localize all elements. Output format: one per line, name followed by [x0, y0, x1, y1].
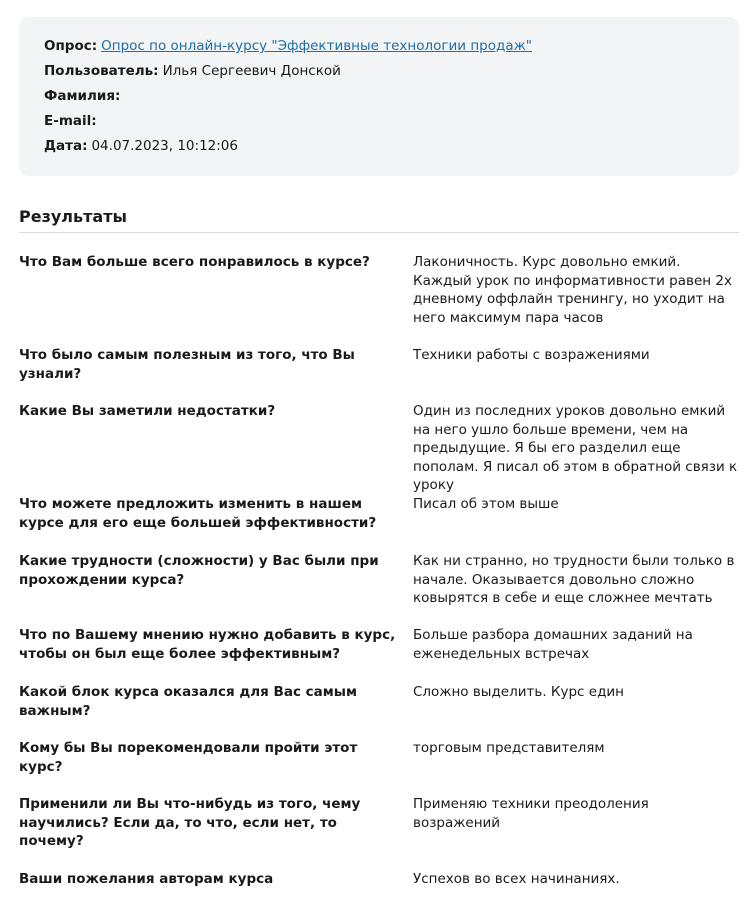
surname-row: [44, 87, 714, 112]
qa-answer: Писал об этом выше: [413, 496, 559, 512]
qa-question: Применили ли Вы что-нибудь из того, чему научились? Если да, то что, если нет, то почему?: [19, 796, 361, 849]
survey-info-card: [19, 17, 739, 176]
user-row: [44, 62, 714, 87]
qa-answer: Больше разбора домашних заданий на еженедельных встречах: [413, 627, 693, 662]
qa-answer: Один из последних уроков довольно емкий на него ушло больше времени, чем на предыдущие. Я бы его разделил еще пополам. Я писал об этом в обратной связи к уроку: [413, 403, 738, 493]
qa-row: [19, 346, 739, 383]
results-heading: Результаты: [19, 207, 739, 233]
qa-question: Что было самым полезным из того, что Вы узнали?: [19, 347, 355, 382]
qa-row: [19, 495, 739, 532]
date-value: 04.07.2023, 10:12:06: [91, 138, 238, 154]
qa-row: [19, 626, 739, 663]
user-label: Пользователь:: [44, 63, 159, 79]
qa-row: [19, 552, 739, 608]
qa-answer: Сложно выделить. Курс един: [413, 684, 625, 700]
qa-row: [19, 253, 739, 327]
qa-question: Кому бы Вы порекомендовали пройти этот курс?: [19, 740, 358, 775]
qa-answer: Лаконичность. Курс довольно емкий. Каждый урок по информативности равен 2х дневному оффлайн тренингу, но уходит на него максимум пара часов: [413, 254, 732, 326]
qa-row: [19, 870, 739, 889]
qa-question: Какой блок курса оказался для Вас самым важным?: [19, 684, 358, 719]
survey-label: Опрос:: [44, 38, 98, 54]
qa-question: Что по Вашему мнению нужно добавить в курс, чтобы он был еще более эффективным?: [19, 627, 396, 662]
qa-question: Ваши пожелания авторам курса: [19, 871, 274, 887]
date-label: Дата:: [44, 138, 88, 154]
qa-question: Что Вам больше всего понравилось в курсе?: [19, 254, 370, 270]
qa-answer: торговым представителям: [413, 740, 605, 756]
email-label: E-mail:: [44, 113, 97, 129]
surname-label: Фамилия:: [44, 88, 121, 104]
qa-answer: Как ни странно, но трудности были только в начале. Оказывается довольно сложно ковырятся в себе и еще сложнее мечтать: [413, 553, 735, 606]
qa-question: Какие трудности (сложности) у Вас были при прохождении курса?: [19, 553, 379, 588]
qa-answer: Успехов во всех начинаниях.: [413, 871, 620, 887]
qa-row: [19, 739, 739, 776]
qa-row: [19, 683, 739, 720]
survey-row: [44, 37, 714, 62]
user-value: Илья Сергеевич Донской: [162, 63, 341, 79]
qa-answer: Техники работы с возражениями: [413, 347, 650, 363]
qa-answer: Применяю техники преодоления возражений: [413, 796, 649, 831]
survey-link[interactable]: Опрос по онлайн-курсу "Эффективные технологии продаж": [101, 38, 532, 54]
qa-question: Что можете предложить изменить в нашем курсе для его еще большей эффективности?: [19, 496, 377, 531]
email-row: [44, 112, 714, 137]
qa-row: [19, 795, 739, 851]
qa-row: [19, 402, 739, 495]
qa-question: Какие Вы заметили недостатки?: [19, 403, 276, 419]
date-row: [44, 137, 714, 162]
